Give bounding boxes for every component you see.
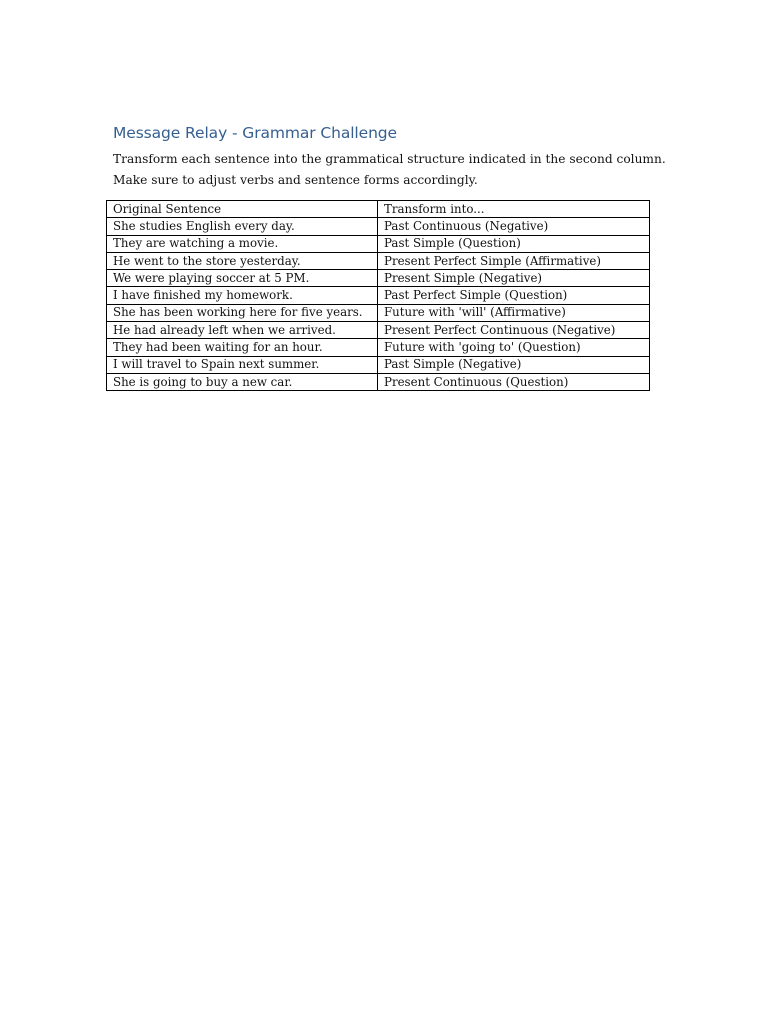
table-row (107, 218, 650, 235)
table-row (107, 356, 650, 373)
table-row (107, 252, 650, 269)
table-header-row (107, 201, 650, 218)
table-row (107, 339, 650, 356)
original-sentence-cell: I will travel to Spain next summer. (107, 356, 378, 373)
original-sentence-cell: He had already left when we arrived. (107, 322, 378, 339)
original-sentence-cell: They had been waiting for an hour. (107, 339, 378, 356)
transform-cell: Past Simple (Negative) (378, 356, 650, 373)
exercise-table (106, 200, 650, 391)
header-original-sentence: Original Sentence (107, 201, 378, 218)
table-row (107, 373, 650, 390)
table-row (107, 270, 650, 287)
transform-cell: Past Perfect Simple (Question) (378, 287, 650, 304)
transform-cell: Present Simple (Negative) (378, 270, 650, 287)
transform-cell: Past Simple (Question) (378, 235, 650, 252)
table-row (107, 235, 650, 252)
original-sentence-cell: I have finished my homework. (107, 287, 378, 304)
original-sentence-cell: She studies English every day. (107, 218, 378, 235)
transform-cell: Present Perfect Continuous (Negative) (378, 322, 650, 339)
table-row (107, 287, 650, 304)
original-sentence-cell: She has been working here for five years. (107, 304, 378, 321)
instruction-line-1: Transform each sentence into the grammatical structure indicated in the second column. (113, 152, 666, 166)
transform-cell: Present Continuous (Question) (378, 373, 650, 390)
original-sentence-cell: They are watching a movie. (107, 235, 378, 252)
table-row (107, 304, 650, 321)
table-row (107, 322, 650, 339)
transform-cell: Future with 'going to' (Question) (378, 339, 650, 356)
original-sentence-cell: He went to the store yesterday. (107, 252, 378, 269)
transform-cell: Present Perfect Simple (Affirmative) (378, 252, 650, 269)
transform-cell: Past Continuous (Negative) (378, 218, 650, 235)
transform-cell: Future with 'will' (Affirmative) (378, 304, 650, 321)
header-transform-into: Transform into... (378, 201, 650, 218)
document-title: Message Relay - Grammar Challenge (113, 124, 397, 142)
original-sentence-cell: We were playing soccer at 5 PM. (107, 270, 378, 287)
instructions (113, 149, 666, 191)
original-sentence-cell: She is going to buy a new car. (107, 373, 378, 390)
instruction-line-2: Make sure to adjust verbs and sentence forms accordingly. (113, 173, 478, 187)
